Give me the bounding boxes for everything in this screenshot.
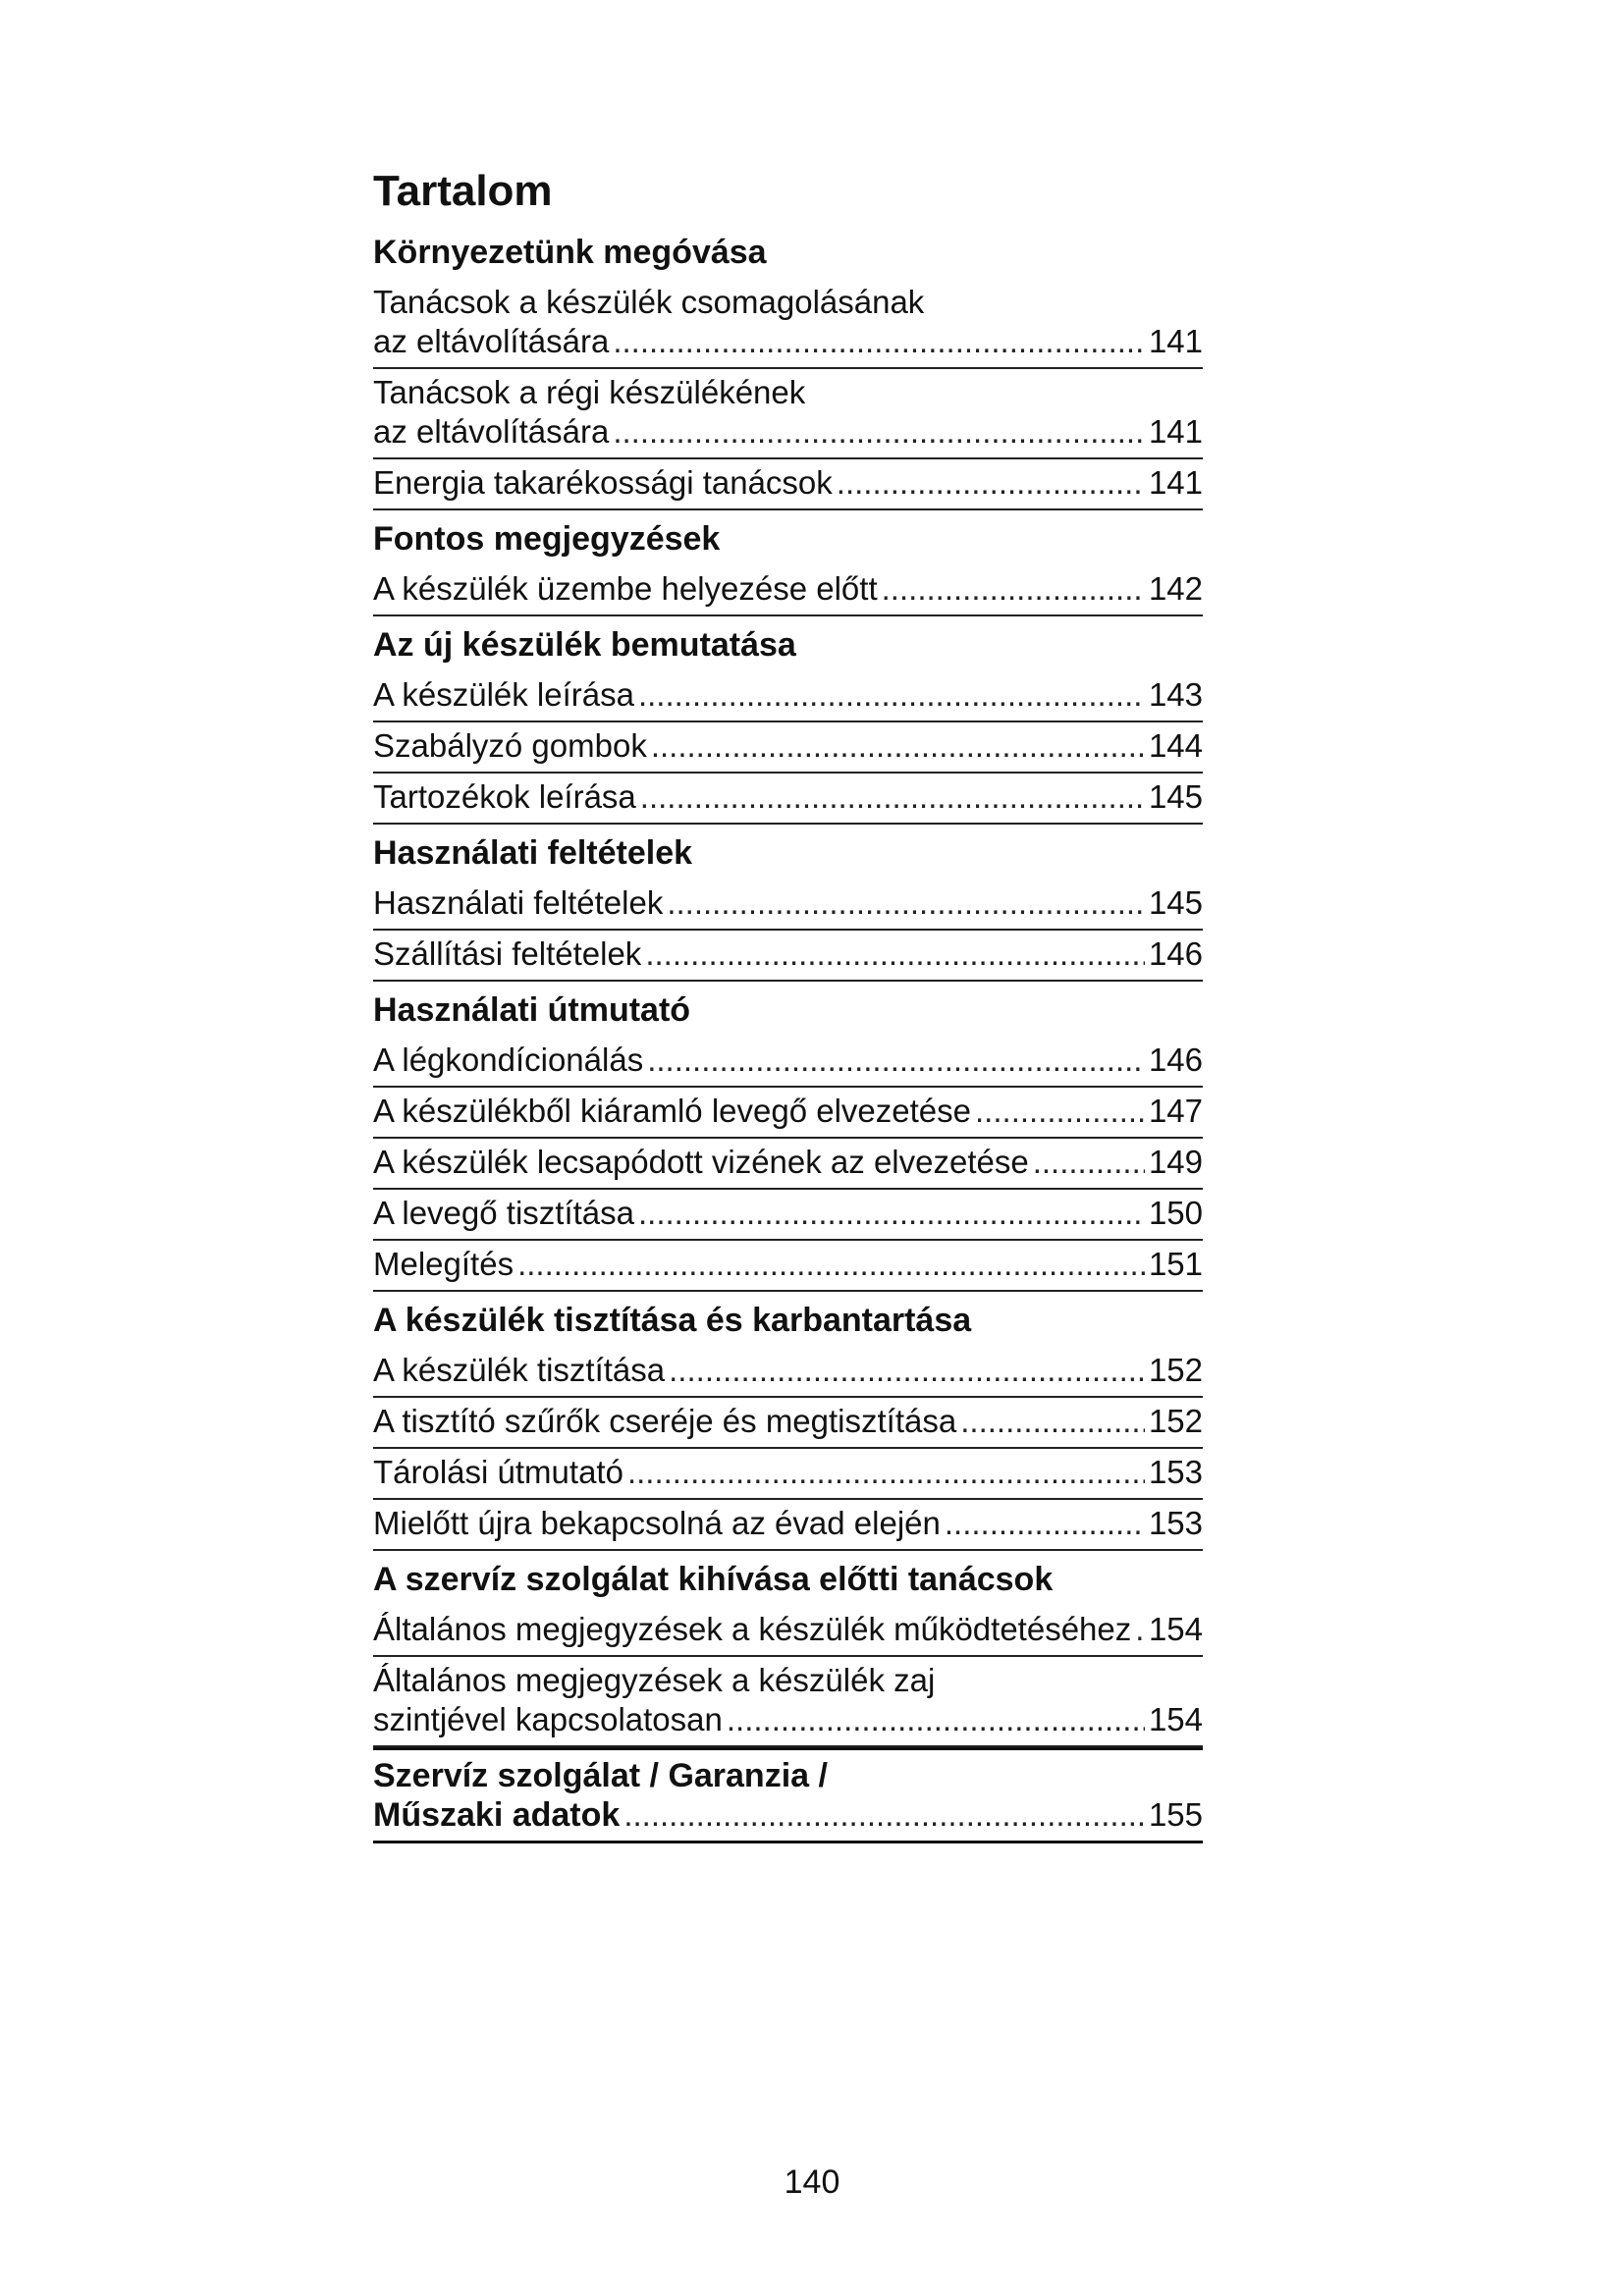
toc-entry-page: 146 [1148, 935, 1203, 972]
leader-dots [667, 883, 1145, 923]
toc-entry-first-line: Tanácsok a készülék csomagolásának [373, 284, 925, 320]
leader-dots [651, 726, 1145, 766]
toc-entry-title: Általános megjegyzések a készülék működtetéséhez [373, 1611, 1132, 1647]
toc-entry-page: 154 [1148, 1611, 1203, 1647]
leader-dots [623, 1795, 1145, 1835]
toc-entry-row [373, 675, 1203, 715]
toc-entry[interactable] [373, 1190, 1203, 1241]
toc-entry[interactable] [373, 1657, 1203, 1747]
leader-dots [960, 1402, 1145, 1441]
toc-entry-page: 153 [1148, 1505, 1203, 1541]
toc-entry-title: az eltávolítására [373, 413, 610, 450]
leader-dots [1033, 1143, 1145, 1182]
toc-entry-title: A készülék üzembe helyezése előtt [373, 570, 878, 607]
toc-entry-row [373, 412, 1203, 452]
leader-dots [945, 1504, 1145, 1543]
leader-dots [517, 1245, 1145, 1284]
toc-entry-row [373, 1245, 1203, 1284]
toc-entry-title: A készülék lecsapódott vizének az elvezetése [373, 1144, 1029, 1180]
toc-entry-row [373, 1504, 1203, 1543]
toc-entry[interactable] [373, 880, 1203, 931]
toc-entry[interactable] [373, 1606, 1203, 1657]
toc-entry-row [373, 569, 1203, 609]
toc-entry-row [373, 934, 1203, 974]
leader-dots [975, 1092, 1145, 1131]
toc-entry-row [373, 322, 1203, 361]
leader-dots [645, 934, 1145, 974]
toc-entry[interactable] [373, 459, 1203, 510]
toc-entry-title: A levegő tisztítása [373, 1195, 634, 1231]
toc-entry[interactable] [373, 565, 1203, 616]
toc-entry-row [373, 1041, 1203, 1080]
page-number: 140 [784, 2163, 840, 2201]
section-heading: A szervíz szolgálat kihívása előtti tanácsok [373, 1561, 1054, 1598]
toc-entry-first-line: Tanácsok a régi készülékének [373, 374, 806, 410]
toc-entry-title: Használati feltételek [373, 884, 664, 921]
toc-entry-title: szintjével kapcsolatosan [373, 1701, 723, 1737]
toc-entry-title: Mielőtt újra bekapcsolná az évad elején [373, 1505, 941, 1541]
toc-entry-page: 151 [1148, 1246, 1203, 1282]
section-heading: Fontos megjegyzések [373, 520, 721, 558]
toc-entry-page: 152 [1148, 1403, 1203, 1439]
toc-entry-title: az eltávolítására [373, 323, 610, 359]
leader-dots [638, 675, 1145, 715]
toc-entry-title: A készülék leírása [373, 676, 634, 713]
toc-entry-row [373, 883, 1203, 923]
toc-entry-title: Melegítés [373, 1246, 514, 1282]
toc-entry[interactable] [373, 1241, 1203, 1292]
toc-entry-row [373, 1351, 1203, 1390]
toc-entry-title: Szabályzó gombok [373, 727, 647, 764]
toc-entry-page: 147 [1148, 1093, 1203, 1129]
leader-dots [647, 1041, 1145, 1080]
toc-entry[interactable] [373, 931, 1203, 982]
toc-entry-page: 143 [1148, 676, 1203, 713]
toc-entry[interactable] [373, 671, 1203, 722]
leader-dots [613, 412, 1145, 452]
toc-entry-row [373, 726, 1203, 766]
toc-entry-row [373, 1610, 1203, 1649]
toc-entry-page: 142 [1148, 570, 1203, 607]
toc-entry-page: 153 [1148, 1454, 1203, 1490]
toc-entry-row [373, 463, 1203, 503]
toc-entry-first-line: Általános megjegyzések a készülék zaj [373, 1662, 936, 1698]
section-heading: Használati feltételek [373, 834, 693, 872]
toc-entry-page: 144 [1148, 727, 1203, 764]
toc-entry-page: 150 [1148, 1195, 1203, 1231]
table-of-contents [373, 165, 1203, 1843]
toc-entry-page: 146 [1148, 1041, 1203, 1078]
toc-entry[interactable] [373, 1500, 1203, 1551]
toc-entry[interactable] [373, 1139, 1203, 1190]
toc-entry-title: Tartozékok leírása [373, 778, 636, 815]
toc-entry-title: Szállítási feltételek [373, 935, 642, 972]
toc-final-entry [373, 1747, 1203, 1843]
toc-entry-title: Tárolási útmutató [373, 1454, 623, 1490]
toc-entry-page: 145 [1148, 884, 1203, 921]
toc-entry-row [373, 777, 1203, 817]
toc-title: Tartalom [373, 167, 553, 215]
toc-entry[interactable] [373, 369, 1203, 459]
section-heading: Környezetünk megóvása [373, 234, 767, 271]
toc-entry-row [373, 1194, 1203, 1233]
toc-entry-title: A készülék tisztítása [373, 1352, 666, 1388]
toc-entry[interactable] [373, 722, 1203, 774]
leader-dots [882, 569, 1145, 609]
toc-entry-page: 152 [1148, 1352, 1203, 1388]
toc-entry[interactable] [373, 1449, 1203, 1500]
toc-entry[interactable] [373, 1037, 1203, 1088]
leader-dots [669, 1351, 1145, 1390]
toc-entry-row [373, 1402, 1203, 1441]
toc-final-line1: Szervíz szolgálat / Garanzia / [373, 1757, 828, 1794]
leader-dots [640, 777, 1145, 817]
leader-dots [638, 1194, 1145, 1233]
leader-dots [837, 463, 1145, 503]
toc-entry-page: 145 [1148, 778, 1203, 815]
toc-entry[interactable] [373, 1398, 1203, 1449]
leader-dots [613, 322, 1145, 361]
toc-final-row [373, 1795, 1203, 1835]
leader-dots [727, 1700, 1145, 1739]
toc-entry[interactable] [373, 1347, 1203, 1398]
section-heading: A készülék tisztítása és karbantartása [373, 1302, 972, 1339]
toc-final-line2: Műszaki adatok [373, 1796, 621, 1834]
section-heading: Használati útmutató [373, 991, 691, 1029]
toc-entry[interactable] [373, 279, 1203, 369]
toc-entry[interactable] [373, 1088, 1203, 1139]
toc-entry-row [373, 1143, 1203, 1182]
toc-entry-title: A légkondícionálás [373, 1041, 644, 1078]
toc-sections [373, 224, 1203, 1747]
toc-entry-page: 141 [1148, 413, 1203, 450]
leader-dots [627, 1453, 1145, 1492]
toc-final-page: 155 [1148, 1796, 1203, 1833]
toc-entry-title: Energia takarékossági tanácsok [373, 464, 833, 501]
leader-dots [1135, 1610, 1145, 1649]
toc-entry-page: 149 [1148, 1144, 1203, 1180]
toc-entry-row [373, 1700, 1203, 1739]
toc-entry-row [373, 1092, 1203, 1131]
toc-entry-title: A készülékből kiáramló levegő elvezetése [373, 1093, 972, 1129]
toc-entry-page: 141 [1148, 323, 1203, 359]
toc-entry-row [373, 1453, 1203, 1492]
section-heading: Az új készülék bemutatása [373, 626, 796, 664]
toc-entry-page: 141 [1148, 464, 1203, 501]
toc-entry-page: 154 [1148, 1701, 1203, 1737]
toc-entry-title: A tisztító szűrők cseréje és megtisztítása [373, 1403, 957, 1439]
toc-entry[interactable] [373, 774, 1203, 825]
